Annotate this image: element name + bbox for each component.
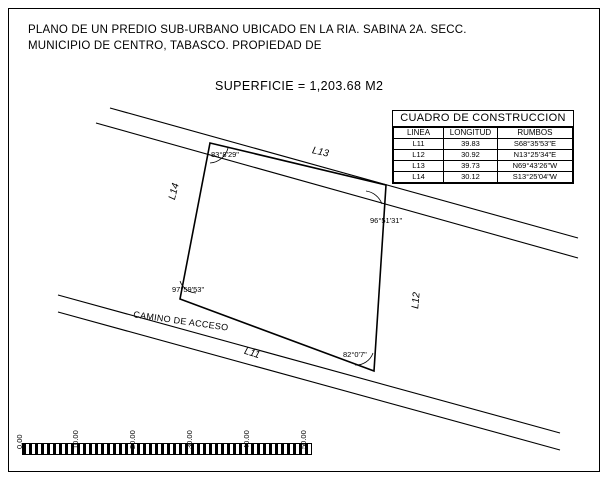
table-caption: CUADRO DE CONSTRUCCION (393, 111, 573, 127)
side-label-l11: L11 (242, 345, 262, 362)
scale-tick-1: 10.00 (71, 430, 80, 449)
cell-linea: L12 (394, 150, 444, 161)
table-header-longitud: LONGITUD (444, 128, 498, 139)
scale-tick-2: 20.00 (128, 430, 137, 449)
table-header-row (394, 128, 573, 139)
surface-area-label: SUPERFICIE = 1,203.68 M2 (215, 79, 384, 93)
cell-rumbos: N69°43'26"W (497, 161, 572, 172)
cell-longitud: 39.73 (444, 161, 498, 172)
cell-rumbos: S13°25'04"W (497, 172, 572, 183)
table-header-rumbos: RUMBOS (497, 128, 572, 139)
angle-north-east: 96°51'31" (370, 216, 403, 225)
graphic-scale-bar (22, 443, 312, 455)
scale-tick-0: 0.00 (15, 434, 24, 449)
cell-linea: L14 (394, 172, 444, 183)
cell-longitud: 30.12 (444, 172, 498, 183)
angle-south-east: 82°0'7" (343, 350, 367, 359)
cell-rumbos: S68°35'53"E (497, 139, 572, 150)
side-label-l12: L12 (410, 291, 423, 310)
side-label-l13: L13 (310, 145, 330, 160)
scale-tick-5: 50.00 (299, 430, 308, 449)
cell-longitud: 39.83 (444, 139, 498, 150)
angle-north-west: 83°8'29" (211, 150, 239, 159)
table-row (394, 150, 573, 161)
table-row (394, 161, 573, 172)
page-title-line-2: MUNICIPIO DE CENTRO, TABASCO. PROPIEDAD DE (28, 40, 322, 52)
road-label: CAMINO DE ACCESO (132, 309, 230, 333)
scale-tick-3: 30.00 (185, 430, 194, 449)
page-title-line-1: PLANO DE UN PREDIO SUB-URBANO UBICADO EN LA RIA. SABINA 2A. SECC. (28, 24, 467, 36)
table-row (394, 139, 573, 150)
scale-tick-4: 40.00 (242, 430, 251, 449)
cell-linea: L11 (394, 139, 444, 150)
table-header-linea: LINEA (394, 128, 444, 139)
construction-table (392, 110, 574, 184)
cell-linea: L13 (394, 161, 444, 172)
side-label-l14: L14 (166, 182, 182, 201)
cell-longitud: 30.92 (444, 150, 498, 161)
table-row (394, 172, 573, 183)
angle-south-west: 97°59'53" (172, 285, 205, 294)
cell-rumbos: N13°25'34"E (497, 150, 572, 161)
